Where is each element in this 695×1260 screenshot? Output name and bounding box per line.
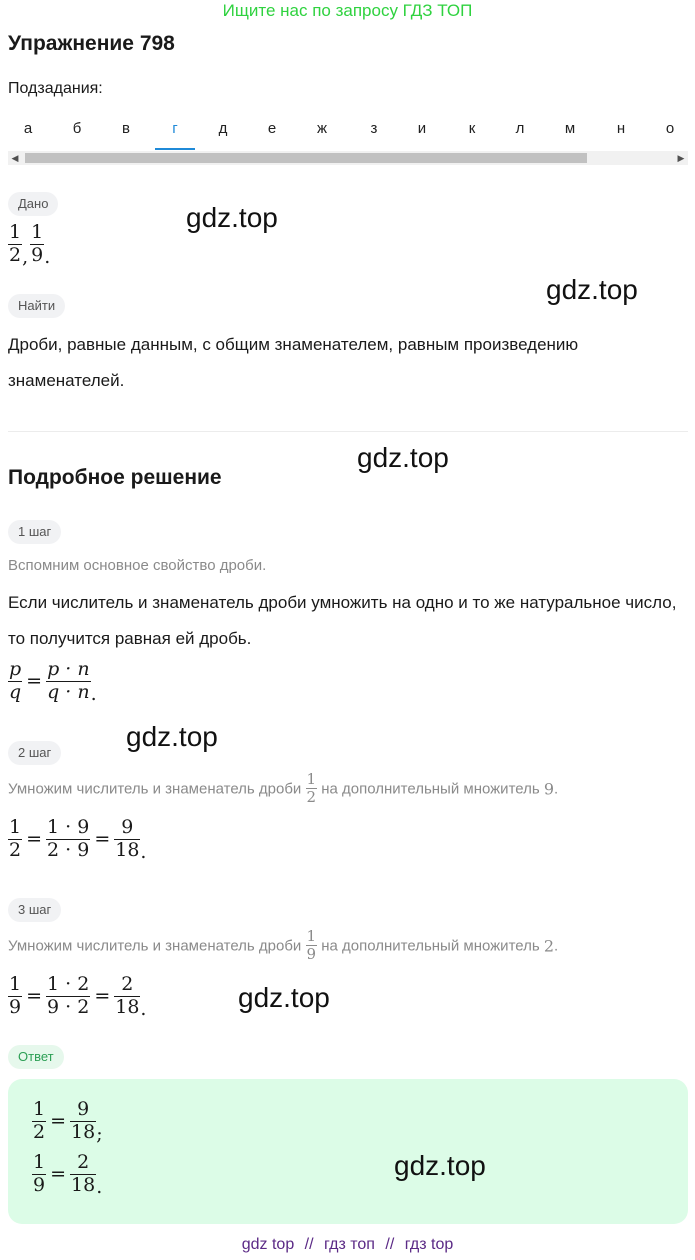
tab-zh[interactable]: ж <box>316 120 328 137</box>
answer-label: Ответ <box>8 1045 64 1069</box>
watermark: gdz.top <box>186 202 278 233</box>
tab-d[interactable]: д <box>218 120 228 137</box>
scroll-right-icon[interactable]: ▶ <box>677 153 685 163</box>
tab-b[interactable]: б <box>72 120 82 137</box>
tabs-scrollbar[interactable] <box>8 151 688 165</box>
top-banner[interactable]: Ищите нас по запросу ГДЗ ТОП <box>222 1 473 20</box>
footer-link-gdz-top-ru[interactable]: гдз топ <box>324 1236 375 1253</box>
subtasks-label: Подзадания: <box>8 80 103 97</box>
answer-line-2: $\frac{1}{9}$ = $\frac{2}{18}$ . <box>33 1151 103 1199</box>
step-3-hint-fraction: $\frac{1}{9}$ <box>306 927 317 964</box>
watermark: gdz.top <box>357 442 449 473</box>
solution-title: Подробное решение <box>8 466 222 489</box>
subtask-tabs <box>3 112 693 150</box>
page-title: Упражнение 798 <box>8 32 175 55</box>
step-1-label: 1 шаг <box>8 520 61 544</box>
scroll-thumb[interactable] <box>25 153 587 163</box>
answer-section <box>8 1045 64 1069</box>
find-label: Найти <box>8 294 65 318</box>
tab-k[interactable]: к <box>468 120 476 137</box>
tab-g[interactable] <box>155 112 195 150</box>
step-3 <box>8 898 61 922</box>
footer-links <box>0 1236 695 1254</box>
tab-e[interactable]: е <box>267 120 277 137</box>
given-fraction-2: $\frac{1}{9}$ <box>31 221 44 266</box>
footer-separator: // <box>385 1236 395 1253</box>
step-1-hint: Вспомним основное свойство дроби. <box>8 557 267 574</box>
step-3-label: 3 шаг <box>8 898 61 922</box>
step-2-formula: $\frac{1}{2}$ = $\frac{1 \cdot 9}{2 \cdot 9}$ = $\frac{9}{18}$ . <box>9 816 147 864</box>
answer-line-1: $\frac{1}{2}$ = $\frac{9}{18}$ ; <box>33 1098 103 1146</box>
footer-link-gdz-top[interactable]: gdz top <box>241 1236 295 1253</box>
given-section <box>8 192 58 216</box>
tab-i[interactable]: и <box>417 120 427 137</box>
find-text: Дроби, равные данным, с общим знаменателем, равным произведению знаменателей. <box>8 335 579 390</box>
step-1 <box>8 520 61 544</box>
step-2-label: 2 шаг <box>8 741 61 765</box>
watermark: gdz.top <box>546 274 638 305</box>
answer-box <box>8 1079 688 1224</box>
tab-v[interactable]: в <box>122 120 130 137</box>
tab-g-label: г <box>172 120 178 137</box>
scroll-left-icon[interactable]: ◀ <box>11 153 19 163</box>
given-fraction-1: $\frac{1}{2}$ <box>9 221 22 266</box>
given-label: Дано <box>8 192 58 216</box>
step-2-hint-fraction: $\frac{1}{2}$ <box>306 770 317 807</box>
footer-link-gdz-top-mixed[interactable]: гдз top <box>404 1236 454 1253</box>
step-3-hint: Умножим числитель и знаменатель дроби $\frac{1}{9}$ на дополнительный множитель 2. <box>8 927 559 964</box>
footer-separator: // <box>304 1236 314 1253</box>
step-2-hint: Умножим числитель и знаменатель дроби $\frac{1}{2}$ на дополнительный множитель 9. <box>8 770 559 807</box>
watermark: gdz.top <box>394 1150 486 1181</box>
step-3-formula: $\frac{1}{9}$ = $\frac{1 \cdot 2}{9 \cdot 2}$ = $\frac{2}{18}$ . <box>9 973 147 1021</box>
active-tab-indicator <box>155 148 195 150</box>
given-fractions: $\frac{1}{2}$ , $\frac{1}{9}$ . <box>9 221 51 269</box>
tab-z[interactable]: з <box>370 120 378 137</box>
watermark: gdz.top <box>238 982 330 1013</box>
tab-m[interactable]: м <box>564 120 576 137</box>
tab-o[interactable]: о <box>665 120 675 137</box>
step-2 <box>8 741 61 765</box>
step-1-formula: $\frac{p}{q}$ = $\frac{p \cdot n}{q \cdot n}$ . <box>9 658 97 706</box>
tab-n[interactable]: н <box>616 120 626 137</box>
find-section <box>8 294 65 318</box>
watermark: gdz.top <box>126 721 218 752</box>
step-1-text: Если числитель и знаменатель дроби умножить на одно и то же натуральное число, то получится равная ей дробь. <box>8 593 677 648</box>
tab-l[interactable]: л <box>515 120 525 137</box>
tab-a[interactable]: а <box>23 120 33 137</box>
section-divider <box>8 431 688 432</box>
